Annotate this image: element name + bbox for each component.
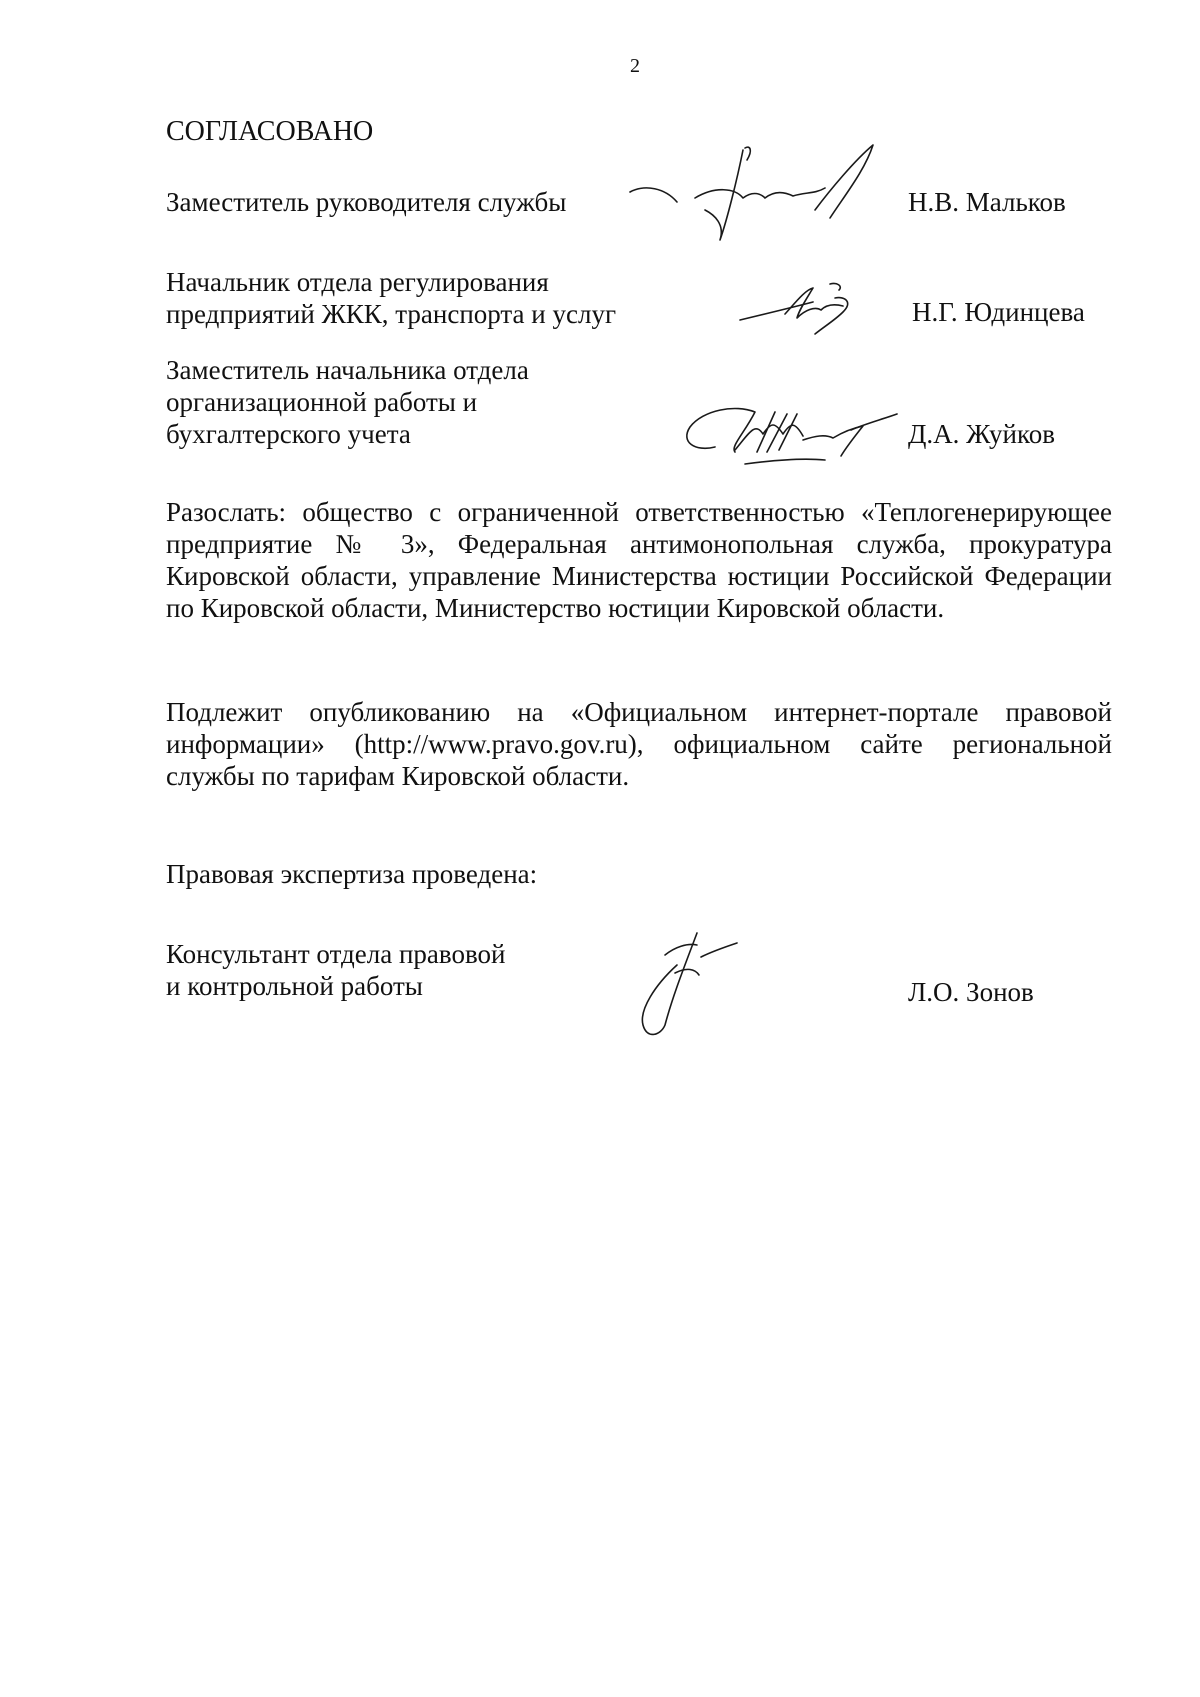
approval-heading: СОГЛАСОВАНО <box>166 116 374 147</box>
signatory-1-name: Н.В. Мальков <box>908 187 1066 217</box>
signature-2 <box>735 278 865 338</box>
legal-review-name: Л.О. Зонов <box>908 977 1034 1007</box>
signatory-3-position: Заместитель начальника отдела организационной работы и бухгалтерского учета <box>166 355 529 449</box>
signature-4 <box>625 925 775 1045</box>
signature-1 <box>625 140 885 250</box>
signatory-3-name: Д.А. Жуйков <box>908 419 1055 449</box>
legal-review-heading: Правовая экспертиза проведена: <box>166 859 538 889</box>
publication-paragraph: Подлежит опубликованию на «Официальном интернет-портале правовой информации» (http://www.pravo.gov.ru), официальном сайте региональной службы по тарифам Кировской области. <box>166 697 1112 791</box>
legal-review-position: Консультант отдела правовой и контрольной работы <box>166 939 506 1001</box>
signature-3 <box>675 392 905 472</box>
signatory-2-name: Н.Г. Юдинцева <box>912 297 1085 327</box>
signatory-1-position: Заместитель руководителя службы <box>166 187 567 217</box>
distribution-paragraph: Разослать: общество с ограниченной ответственностью «Теплогенерирующее предприятие № 3», Федеральная антимонопольная служба, прокуратура Кировской области, управление Министерства юстиции Российской Федерации по Кировской области, Министерство юстиции Кировской области. <box>166 497 1112 623</box>
page-number: 2 <box>630 55 640 77</box>
signatory-2-position: Начальник отдела регулирования предприятий ЖКК, транспорта и услуг <box>166 267 617 329</box>
